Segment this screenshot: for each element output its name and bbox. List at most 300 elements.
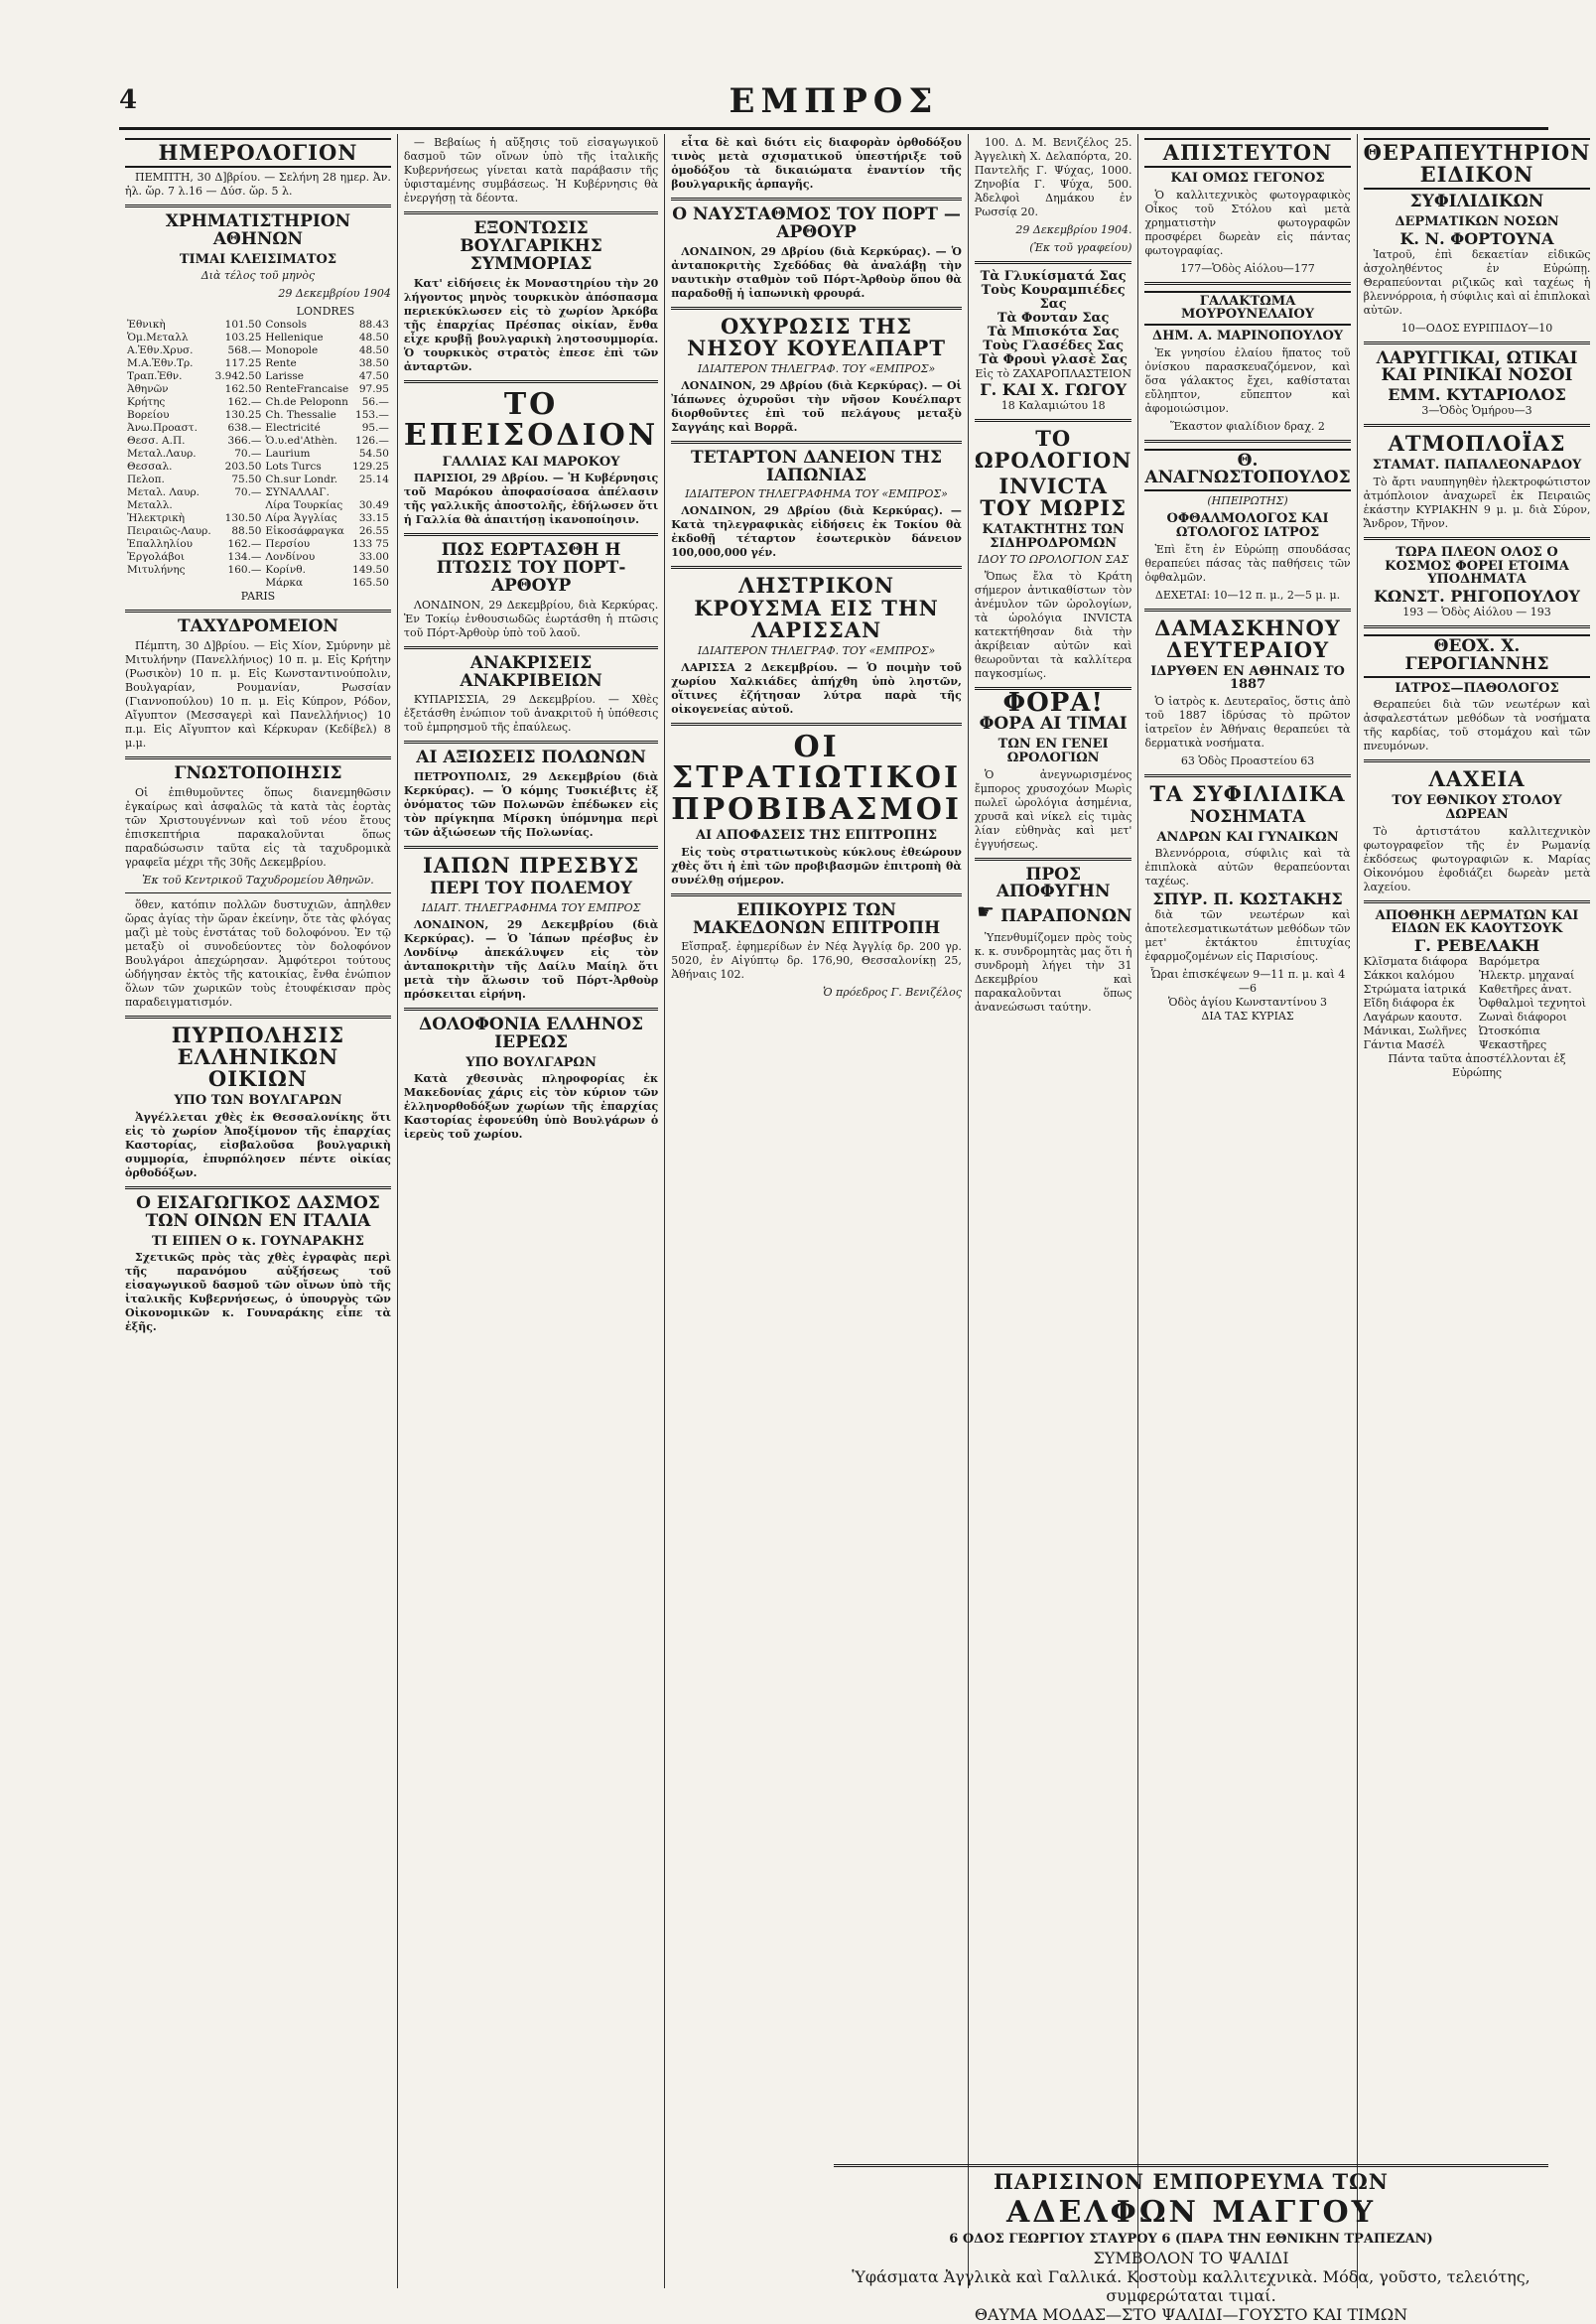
rate-label: Ἐθνικὴ: [127, 319, 166, 332]
rate-row: [125, 332, 391, 344]
rate-value: [213, 577, 264, 590]
watch-brand: INVICTA ΤΟΥ ΜΩΡΙΣ: [980, 474, 1127, 521]
divider: [125, 1016, 391, 1019]
unbelievable-text: Ὁ καλλιτεχνικὸς φωτογραφικὸς Οἶκος τοῦ Στόλου καὶ μετὰ χρηματιστὴν φωτογραφῶν προσφέρει δωρεὰν εἰς πάντας φωτογραφίας.: [1144, 188, 1351, 257]
ophthalmologist-origin: (ΗΠΕΙΡΩΤΗΣ): [1207, 494, 1288, 508]
divider: [1364, 759, 1591, 762]
rate-label: Μιτυλήνης: [127, 564, 186, 577]
rubber-store-name: Γ. ΡΕΒΕΛΑΚΗ: [1413, 935, 1540, 955]
committee-text: Εἴσπραξ. ἐφημερίδων ἐν Νέᾳ Ἀγγλίᾳ δρ. 200 γρ. 5020, ἐν Αἰγύπτῳ δρ. 176,90, Θεσσαλονίκῃ 25, Ἀθήναις 102.: [671, 940, 962, 982]
venereal-subtitle: ΝΟΣΗΜΑΤΑ: [1189, 807, 1306, 827]
rubber-store-item: Γάντια Μασέλ: [1363, 1037, 1445, 1051]
rubber-store-item: Λαγάρων καουτσ.: [1363, 1010, 1463, 1024]
shoes-address: 193 — Ὁδὸς Αἰόλου — 193: [1402, 605, 1551, 618]
rate-value: 26.55: [358, 525, 389, 538]
column-4: [969, 134, 1139, 2288]
columns: [119, 134, 1591, 2288]
divider: [1144, 440, 1350, 443]
page-number: 4: [119, 85, 138, 115]
steamship-subtitle: ΣΤΑΜΑΤ. ΠΑΠΑΛΕΟΝΑΡΔΟΥ: [1372, 458, 1582, 474]
rate-label: Λονδίνου: [265, 551, 316, 564]
pathologist-name: ΘΕΟΧ. Χ. ΓΕΡΟΓΙΑΝΝΗΣ: [1364, 634, 1591, 678]
rubber-store-item: Ἠλεκτρ. μηχαναί: [1479, 968, 1575, 982]
rate-value: 103.25: [224, 332, 262, 344]
rubber-store-item: Κλῖσματα διάφορα: [1363, 954, 1468, 968]
column-2: [398, 134, 665, 2288]
exchange-title: ΧΡΗΜΑΤΙΣΤΗΡΙΟΝ ΑΘΗΝΩΝ: [165, 211, 351, 249]
divider: [404, 1008, 658, 1011]
divider: [671, 307, 962, 310]
rubber-store-note: Πάντα ταῦτα ἀποστέλλονται ἐξ Εὐρώπης: [1388, 1051, 1566, 1079]
rate-label: [125, 577, 213, 590]
exchange-date: 29 Δεκεμβρίου 1904: [278, 287, 391, 301]
rate-value: 48.50: [358, 344, 389, 357]
clash-title: ΛΗΣΤΡΙΚΟΝ ΚΡΟΥΣΜΑ ΕΙΣ ΤΗΝ ΛΑΡΙΣΣΑΝ: [694, 573, 939, 642]
ent-address: 3—Ὁδὸς Ὁμήρου—3: [1421, 404, 1532, 418]
divider: [125, 1186, 391, 1189]
shop-name: ΑΔΕΛΦΩΝ ΜΑΓΓΟΥ: [1005, 2195, 1377, 2231]
rate-value: 97.95: [358, 383, 389, 396]
rate-label: ΣΥΝΑΛΛΑΓ.: [265, 486, 330, 499]
notice-signature: Ἐκ τοῦ Κεντρικοῦ Ταχυδρομείου Ἀθηνῶν.: [142, 874, 374, 888]
clinic-address: 10—ΟΔΟΣ ΕΥΡΙΠΙΔΟΥ—10: [1400, 321, 1553, 335]
kostakis-name: ΣΠΥΡ. Π. ΚΩΣΤΑΚΗΣ: [1152, 889, 1343, 909]
rate-row: [125, 538, 391, 551]
rate-value: 568.—: [227, 344, 262, 357]
rate-value: 117.25: [224, 357, 262, 370]
sweets-shop-label: Εἰς τὸ ΖΑΧΑΡΟΠΛΑΣΤΕΙΟΝ: [975, 367, 1131, 380]
notice-text: Οἱ ἐπιθυμοῦντες ὅπως διανεμηθῶσιν ἐγκαίρως καὶ ἀσφαλῶς τὰ κατὰ τὰς ἑορτὰς τῶν Χριστουγέννων καὶ τοῦ νέου ἔτους ἐπισκεπτήρια παρακαλοῦνται ὅπως παραδώσωσιν ταῦτα εἰς τὰ ταχυδρομικὰ γραφεῖα μέχρι τῆς 30ῆς Δεκεμβρίου.: [125, 786, 391, 870]
rate-value: 130.50: [224, 512, 262, 525]
rate-label: Πελοπ.: [127, 474, 165, 486]
divider: [404, 646, 658, 649]
rate-row: [125, 461, 391, 474]
celebration-title: ΠΩΣ ΕΩΡΤΑΣΘΗ Η ΠΤΩΣΙΣ ΤΟΥ ΠΟΡΤ-ΑΡΘΟΥΡ: [436, 540, 626, 596]
rubber-store-item: Ψεκαστῆρες: [1479, 1037, 1547, 1051]
divider: [1144, 774, 1350, 777]
rate-label: Μάρκα: [265, 577, 304, 590]
rate-label: Λίρα Ἀγγλίας: [265, 512, 337, 525]
venereal-subtitle-2: ΑΝΔΡΩΝ ΚΑΙ ΓΥΝΑΙΚΩΝ: [1156, 829, 1339, 845]
rate-value: 203.50: [224, 461, 262, 474]
column-1: [119, 134, 398, 2288]
rate-value: 33.15: [358, 512, 389, 525]
almanac-text: ΠΕΜΠΤΗ, 30 Δ]βρίου. — Σελήνη 28 ημερ. Ἀν. ἡλ. ὥρ. 7 λ.16 — Δύσ. ὥρ. 5 λ.: [125, 171, 391, 199]
promotions-text: Εἰς τοὺς στρατιωτικοὺς κύκλους ἐθεώρουν χθὲς ὅτι ἡ ἐπὶ τῶν προβιβασμῶν ἐπιτροπὴ θὰ συνέλθῃ σήμερον.: [671, 845, 962, 887]
sweets-list: [975, 270, 1132, 367]
rates-table: [125, 319, 391, 590]
story-text: ὅθεν, κατόπιν πολλῶν δυστυχιῶν, ἀπηλθεν ὥρας ἀγίας τὴν ὥραν ἐκείνην, ὅτε τὰς φλόγας μαζὶ μὲ τοὺς ἐνστάτας τοῦ δολοφόνου. Ἐν τῷ μεταξὺ οἱ συνοδεύοντες τὸν δολοφόνον Βουλγάροι ἀπεχώρησαν. Ἀμφότεροι τούτους ὡδήγησαν ἐκτὸς τῆς κατοικίας, ἔνθα ἐνώπιον ὅλων τῶν χωρικῶν τοὺς ἐτουφέκισαν πρὸς παραδειγματισμόν.: [125, 898, 391, 1010]
lead-text: εἶτα δὲ καὶ διότι εἰς διαφορὰν ὀρθοδόξου τινὸς μετὰ σχισματικοῦ ὑπεστήριξε τοῦ ὁμοδόξου τὰ δικαιώματα ἐναντίον τῆς βουλγαρικῆς ἁρπαγῆς.: [671, 136, 962, 191]
rate-label: Ch.de Peloponn: [265, 396, 348, 409]
watch-subtitle: ΚΑΤΑΚΤΗΤΗΣ ΤΩΝ ΣΙΔΗΡΟΔΡΟΜΩΝ: [982, 522, 1125, 551]
sale-subtitle: ΦΟΡΑ ΑΙ ΤΙΜΑΙ: [979, 714, 1128, 735]
rubber-store-item: Ζωναὶ διάφοροι: [1479, 1010, 1567, 1024]
steamship-title: ΑΤΜΟΠΛΟΪΑΣ: [1388, 431, 1566, 457]
emulsion-price: Ἕκαστον φιαλίδιον δραχ. 2: [1170, 419, 1325, 433]
rate-label: Βορείου: [127, 409, 170, 422]
rate-value: 95.—: [361, 422, 389, 435]
clinic-text: Ὁ ἰατρὸς κ. Δευτεραῖος, ὅστις ἀπὸ τοῦ 1887 ἰδρύσας τὸ πρῶτον ἰατρεῖον ἐν Ἀθήναις θεραπεύει τὰ δερματικὰ νοσήματα.: [1144, 694, 1351, 750]
japan-subtitle: ΠΕΡΙ ΤΟΥ ΠΟΛΕΜΟΥ: [430, 879, 633, 899]
arson-subtitle: ΥΠΟ ΤΩΝ ΒΟΥΛΓΑΡΩΝ: [174, 1093, 342, 1109]
paris-label: PARIS: [240, 590, 276, 604]
divider: [1364, 537, 1591, 540]
loan-title: ΤΕΤΑΡΤΟΝ ΔΑΝΕΙΟΝ ΤΗΣ ΙΑΠΩΝΙΑΣ: [691, 447, 943, 485]
sweets-shop-address: 18 Καλαμιώτου 18: [1000, 399, 1106, 412]
rate-label: Ὁ.υ.ed'Athèn.: [265, 435, 338, 448]
rubber-store-items-left: [1364, 955, 1475, 1052]
rubber-store-item: Ὀφθαλμοὶ τεχνητοὶ: [1479, 996, 1587, 1010]
rate-label: Ἠλεκτρικὴ: [127, 512, 186, 525]
rate-label: Ch. Thessalie: [265, 409, 336, 422]
promotions-title: ΟΙ ΣΤΡΑΤΙΩΤΙΚΟΙ ΠΡΟΒΙΒΑΣΜΟΙ: [671, 729, 962, 827]
rate-value: 48.50: [358, 332, 389, 344]
watch-subtitle-2: ΙΔΟΥ ΤΟ ΩΡΟΛΟΓΙΟΝ ΣΑΣ: [978, 553, 1130, 567]
rate-value: 133 75: [352, 538, 389, 551]
column-6: [1358, 134, 1596, 2288]
ophthalmologist-hours: ΔΕΧΕΤΑΙ: 10—12 π. μ., 2—5 μ. μ.: [1154, 588, 1341, 602]
fortification-title: ΟΧΥΡΩΣΙΣ ΤΗΣ ΝΗΣΟΥ ΚΟΥΕΛΠΑΡΤ: [687, 313, 946, 360]
clinic-subtitle: ΣΥΦΙΛΙΔΙΚΩΝ: [1409, 192, 1544, 212]
watch-title: ΤΟ ΩΡΟΛΟΓΙΟΝ: [974, 426, 1132, 474]
rate-label: Μεταλλ.: [127, 499, 173, 512]
rate-label: RenteFrancaise: [265, 383, 349, 396]
incident-subtitle: ΓΑΛΛΙΑΣ ΚΑΙ ΜΑΡΟΚΟΥ: [442, 454, 620, 470]
inquiry-text: ΚΥΠΑΡΙΣΣΙΑ, 29 Δεκεμβρίου. — Χθὲς ἐξετάσθη ἐνώπιον τοῦ ἀνακριτοῦ ἡ ὑπόθεσις τοῦ ἐμπρησμοῦ τῆς ἐπαύλεως.: [403, 693, 659, 735]
rate-label: Κορίνθ.: [265, 564, 306, 577]
loan-subtitle: ΙΔΙΑΙΤΕΡΟΝ ΤΗΛΕΓΡΑΦΗΜΑ ΤΟΥ «ΕΜΠΡΟΣ»: [685, 487, 948, 501]
incident-title: ΤΟ ΕΠΕΙΣΟΔΙΟΝ: [403, 386, 659, 454]
rate-row: [125, 357, 391, 370]
extermination-text: Κατ' εἰδήσεις ἐκ Μοναστηρίου τὴν 20 λήγοντος μηνὸς τουρκικὸν ἀπόσπασμα περιεκύκλωσεν εἰς τὸ χωρίον Ἀρκόβα τῆς ἐπαρχίας Πρέσπας οἰκίαν, ἔνθα εἶχε κρυβῇ βουλγαρικὴ ληστοσυμμορία. Ὁ τουρκικὸς στρατὸς ἐπεσε ἐπὶ τῶν ἀνταρτῶν.: [403, 276, 659, 373]
rate-value: [213, 499, 264, 512]
clinic-title: ΔΑΜΑΣΚΗΝΟΥ ΔΕΥΤΕΡΑΙΟΥ: [1154, 615, 1341, 662]
rate-row: [125, 396, 391, 409]
clinic-doctor: Κ. Ν. ΦΟΡΤΟΥΝΑ: [1399, 228, 1554, 248]
rate-label: Rente: [265, 357, 297, 370]
rate-row: [125, 564, 391, 577]
exchange-subtitle: ΤΙΜΑΙ ΚΛΕΙΣΙΜΑΤΟΣ: [179, 251, 337, 267]
divider: [404, 741, 658, 744]
rate-row: [125, 435, 391, 448]
rate-value: 126.—: [355, 435, 389, 448]
rubber-store-item: Σάκκοι καλόμου: [1363, 968, 1455, 982]
newspaper-title: ΕΜΠΡΟΣ: [729, 81, 939, 121]
rate-value: 165.50: [352, 577, 389, 590]
complaints-subtitle: ΠΑΡΑΠΟΝΩΝ: [1000, 906, 1132, 927]
sweets-line: Τὰ Φρουὶ γλασὲ Σας: [979, 352, 1128, 367]
clinic-subtitle-2: ΔΕΡΜΑΤΙΚΩΝ ΝΟΣΩΝ: [1395, 213, 1559, 229]
kostakis-address: Ὁδὸς ἁγίου Κωνσταντίνου 3: [1168, 996, 1327, 1010]
ent-title: ΛΑΡΥΓΓΙΚΑΙ, ΩΤΙΚΑΙ ΚΑΙ ΡΙΝΙΚΑΙ ΝΟΣΟΙ: [1376, 347, 1578, 386]
lead-text: — Βεβαίως ἡ αὔξησις τοῦ εἰσαγωγικοῦ δασμοῦ τῶν οἴνων ὑπὸ τῆς ἰταλικῆς Κυβερνήσεως γίνεται κατὰ παράβασιν τῆς ὑφισταμένης συμβάσεως. Ἡ Κυβέρνησις θὰ ἐνεργήσῃ τὰ δέοντα.: [403, 136, 659, 205]
complaints-title: ΠΡΟΣ ΑΠΟΦΥΓΗΝ: [996, 864, 1111, 902]
divider: [1364, 424, 1591, 427]
pathologist-text: Θεραπεύει διὰ τῶν νεωτέρων καὶ ἀσφαλεστάτων μεθόδων τὰ νοσήματα τῆς καρδίας, τοῦ στομάχου καὶ τῶν πνευμόνων.: [1363, 698, 1591, 753]
divider: [975, 858, 1132, 861]
ophthalmologist-name: Θ. ΑΝΑΓΝΩΣΤΟΠΟΥΛΟΣ: [1144, 449, 1350, 492]
loan-text: ΛΟΝΔΙΝΟΝ, 29 Δβρίου (διὰ Κερκύρας). — Κατὰ τηλεγραφικὰς εἰδήσεις ἐκ Τοκίου θὰ ἐκδοθῇ τέταρτον ἐσωτερικὸν δάνειον 100,000,000 γέν.: [671, 504, 962, 560]
rate-label: Ch.sur Londr.: [265, 474, 338, 486]
complaints-heading: [975, 899, 1132, 929]
divider: [975, 261, 1132, 264]
pathologist-role: ΙΑΤΡΟΣ—ΠΑΘΟΛΟΓΟΣ: [1395, 680, 1559, 696]
arson-text: Ἀγγέλλεται χθὲς ἐκ Θεσσαλονίκης ὅτι εἰς τὸ χωρίον Ἀποξίμονον τῆς ἐπαρχίας Καστορίας, εἰσβαλοῦσα βουλγαρικὴ συμμορία, ἐπυρπόλησεν πέντε οἰκίας ὀρθοδόξων.: [125, 1110, 391, 1179]
rate-value: 162.50: [224, 383, 262, 396]
column-3: [665, 134, 969, 2288]
rate-row: [125, 486, 391, 499]
rate-value: 88.43: [358, 319, 389, 332]
rate-row: [125, 370, 391, 383]
duty-subtitle: ΤΙ ΕΙΠΕΝ Ο κ. ΓΟΥΝΑΡΑΚΗΣ: [151, 1233, 364, 1249]
rate-row: [125, 344, 391, 357]
ladies-title: ΔΙΑ ΤΑΣ ΚΥΡΙΑΣ: [1201, 1010, 1294, 1024]
post-text: Πέμπτη, 30 Δ]βρίου. — Εἰς Χίον, Σμύρνην μὲ Μιτυλήνην (Πανελλήνιος) 10 π. μ. Εἰς Κρήτην (Ρωσικὸν) 10 π. μ. Εἰς Κωνσταντινούπολιν, Βουλγαρίαν, Ρουμανίαν, Ρωσσίαν (Γιαννοπούλου) 10 π. μ. Εἰς Κύπρον, Ρόδον, Αἴγυπτον (Μεσσαγερὶ καὶ Πανελλήνιος) 10 π.μ. Εἰς Αἴγυπτον καὶ Κέρκυραν (Κεδίβελ) 8 μ.μ.: [125, 639, 391, 751]
post-title: ΤΑΧΥΔΡΟΜΕΙΟΝ: [177, 616, 338, 637]
rate-value: 149.50: [352, 564, 389, 577]
lottery-text: Τὸ ἀρτιστάτου καλλιτεχνικὸν φωτογραφεῖον τῆς ἐν Ρωμανίᾳ ἐκδόσεως φωτογραφιῶν κ. Μαρίας Οἰκονόμου ἐφοδιάζει δωρεὰν μετὰ λαχείου.: [1363, 824, 1591, 893]
rate-label: Πειραιῶς-Λαυρ.: [127, 525, 211, 538]
rate-label: Ἐπαλληλίου: [127, 538, 194, 551]
divider: [1364, 342, 1591, 344]
divider: [404, 533, 658, 536]
sweets-line: Τοὺς Κουραμπιέδες Σας: [981, 283, 1126, 312]
divider: [125, 756, 391, 759]
kostakis-text: διὰ τῶν νεωτέρων καὶ ἀποτελεσματικωτάτων μεθόδων τῶν μετ' ἐκτάκτου ἐπιτυχίας ἐφαρμοζομένων εἰς Παρισίους.: [1144, 908, 1351, 964]
donations-text: 100. Δ. Μ. Βενιζέλος 25. Ἀγγελικὴ Χ. Δελαπόρτα, 20. Παντελῆς Γ. Ψύχας, 1000. Ζηνοβία Γ. Ψύχα, 500. Ἀδελφοὶ Δημάκου ἐν Ρωσσίᾳ 20.: [974, 136, 1132, 218]
rate-value: 638.—: [227, 422, 262, 435]
rate-row: [125, 409, 391, 422]
rate-label: Μεταλ. Λαυρ.: [127, 486, 200, 499]
exchange-markets: [125, 305, 391, 319]
unbelievable-title: ΑΠΙΣΤΕΥΤΟΝ: [1144, 138, 1350, 168]
divider: [1364, 625, 1591, 628]
donations-signature: (Ἐκ τοῦ γραφείου): [1029, 241, 1132, 254]
divider: [1144, 282, 1350, 285]
rate-label: Ἀθηνῶν: [127, 383, 169, 396]
rate-label: Περσίου: [265, 538, 311, 551]
rate-label: Θεσσαλ.: [127, 461, 173, 474]
rate-label: Ὁμ.Μεταλλ: [127, 332, 189, 344]
fortification-text: ΛΟΝΔΙΝΟΝ, 29 Δβρίου (διὰ Κερκύρας). — Οἱ Ἰάπωνες ὀχυροῦσι τὴν νῆσον Κουέλπαρτ διορθοῦντες ἐπὶ τοῦ πελάγους μεταξὺ Σαγγάης καὶ Βορρᾶ.: [671, 378, 962, 434]
divider: [125, 892, 391, 893]
shop-text: Ὑφάσματα Ἀγγλικὰ καὶ Γαλλικά. Κοστοὺμ καλλιτεχνικὰ. Μόδα, γοῦστο, τελειότης, συμφερώταται τιμαί.: [852, 2267, 1530, 2306]
rate-label: Λίρα Τουρκίας: [265, 499, 343, 512]
arson-title: ΠΥΡΠΟΛΗΣΙΣ ΕΛΛΗΝΙΚΩΝ ΟΙΚΙΩΝ: [171, 1023, 345, 1092]
complaints-text: Ὑπενθυμίζομεν πρὸς τοὺς κ. κ. συνδρομητὰς μας ὅτι ἡ συνδρομὴ λήγει τὴν 31 Δεκεμβρίου καὶ παρακαλοῦνται ὅπως ἀνανεώσωσι ταύτην.: [974, 931, 1132, 1015]
unbelievable-address: 177—Ὁδὸς Αἰόλου—177: [1180, 261, 1315, 275]
rate-label: Θεσσ. Α.Π.: [127, 435, 186, 448]
kostakis-hours: Ὧραι ἐπισκέψεων 9—11 π. μ. καὶ 4—6: [1149, 968, 1346, 996]
bottom-advert: [834, 2164, 1548, 2324]
rubber-store-items-right: [1479, 955, 1590, 1052]
rubber-store-item: Ὠτοσκόπια: [1479, 1024, 1540, 1037]
rate-label: Εἰκοσάφραγκα: [265, 525, 344, 538]
rate-value: [350, 486, 391, 499]
rate-label: Τραπ.Ἐθν.: [127, 370, 183, 383]
divider: [671, 893, 962, 896]
rate-row: [125, 448, 391, 461]
sale-text: Ὁ ἀνεγνωρισμένος ἔμπορος χρυσοχόων Μωρὶς πωλεῖ ὡρολόγια ἀσημένια, χρυσᾶ καὶ νίκελ εἰς τιμὰς λίαν εὐθηνὰς καὶ μετ' ἐγγυήσεως.: [974, 767, 1132, 851]
pointing-hand-icon: ☛: [977, 899, 995, 924]
incident-text: ΠΑΡΙΣΙΟΙ, 29 Δβρίου. — Ἡ Κυβέρνησις τοῦ Μαρόκου ἀποφασίσασα ἀπέλασιν τῆς γαλλικῆς ἀποστολῆς, ἐδήλωσεν ὅτι ἡ Γαλλία θὰ ἀπαιτήσῃ ἱκανοποίησιν.: [403, 472, 659, 527]
rate-label: Consols: [265, 319, 307, 332]
polish-title: ΑΙ ΑΞΙΩΣΕΙΣ ΠΟΛΩΝΩΝ: [416, 748, 646, 768]
rate-value: 33.00: [358, 551, 389, 564]
rate-label: Hellenique: [265, 332, 324, 344]
japan-subtitle-2: ΙΔΙΑΙΤ. ΤΗΛΕΓΡΑΦΗΜΑ ΤΟΥ ΕΜΠΡΟΣ: [421, 901, 641, 915]
ophthalmologist-text: Ἐπὶ ἔτη ἐν Εὐρώπῃ σπουδάσας θεραπεύει πάσας τὰς παθήσεις τῶν ὀφθαλμῶν.: [1144, 542, 1351, 584]
rate-row: [125, 499, 391, 512]
rubber-store-item: Στρώματα ἰατρικά: [1363, 982, 1467, 996]
rate-value: 30.49: [358, 499, 389, 512]
divider: [975, 419, 1132, 422]
japan-title: ΙΑΠΩΝ ΠΡΕΣΒΥΣ: [422, 853, 640, 879]
sweets-line: Τὰ Μπισκότα Σας: [987, 325, 1120, 340]
lottery-title: ΛΑΧΕΙΑ: [1428, 766, 1526, 792]
japan-text: ΛΟΝΔΙΝΟΝ, 29 Δεκεμβρίου (διὰ Κερκύρας). — Ὁ Ἰάπων πρέσβυς ἐν Λονδίνῳ ἀπεκάλυψεν εἰς τὸν ἀνταποκριτὴν τῆς Δαίλυ Μαίηλ ὅτι μετὰ τὴν ἅλωσιν τοῦ Πόρτ-Ἀρθοὺρ πρόσκειται εἰρήνη.: [403, 918, 659, 1002]
shoes-name: ΚΩΝΣΤ. ΡΗΓΟΠΟΥΛΟΥ: [1374, 586, 1580, 606]
rate-label: Κρήτης: [127, 396, 166, 409]
watch-text: Ὅπως ἔλα τὸ Κράτη σήμερον ἀντικαθίστων τὸν ἀνέμυλον τῶν ὡρολογίων, τὰ ὡρολόγια INVICTA κατεκτήθησαν διὰ τὴν ἀκρίβειαν αὐτῶν καὶ θεωροῦνται τὰ καλλίτερα παγκοσμίως.: [974, 570, 1132, 681]
divider: [125, 205, 391, 207]
clinic-founded: ΙΔΡΥΘΕΝ ΕΝ ΑΘΗΝΑΙΣ ΤΟ 1887: [1150, 663, 1345, 693]
fortification-subtitle: ΙΔΙΑΙΤΕΡΟΝ ΤΗΛΕΓΡΑΦ. ΤΟΥ «ΕΜΠΡΟΣ»: [697, 361, 936, 375]
rate-label: Α.Ἐθν.Χρυσ.: [127, 344, 194, 357]
rate-row: [125, 512, 391, 525]
rate-value: 70.—: [234, 486, 262, 499]
rate-value: 101.50: [224, 319, 262, 332]
polish-text: ΠΕΤΡΟΥΠΟΛΙΣ, 29 Δεκεμβρίου (διὰ Κερκύρας). — Ὁ κόμης Τυσκιέβιτς ἐξ ὀνόματος τῶν Πολωνῶν ἐπέδωκεν εἰς τὸν πρίγκηπα Μίρσκη ὑπόμνημα περὶ τῶν ἀξιώσεων τῆς Πολωνίας.: [403, 770, 659, 840]
rubber-store-items: [1364, 955, 1591, 1052]
almanac-title: ΗΜΕΡΟΛΟΓΙΟΝ: [125, 138, 391, 168]
shop-title: ΠΑΡΙΣΙΝΟΝ ΕΜΠΟΡΕΥΜΑ ΤΩΝ: [994, 2169, 1389, 2194]
sweets-line: Τοὺς Γλασέδες Σας: [983, 339, 1125, 353]
rate-label: Μεταλ.Λαυρ.: [127, 448, 197, 461]
clinic-title: ΘΕΡΑΠΕΥΤΗΡΙΟΝ ΕΙΔΙΚΟΝ: [1364, 138, 1591, 190]
rubber-store-item: Βαρόμετρα: [1479, 954, 1540, 968]
divider: [1364, 900, 1591, 903]
venereal-title: ΤΑ ΣΥΦΙΛΙΔΙΚΑ: [1149, 780, 1346, 806]
naval-base-title: Ο ΝΑΥΣΤΑΘΜΟΣ ΤΟΥ ΠΟΡΤ — ΑΡΘΟΥΡ: [672, 205, 961, 242]
rate-label: Monopole: [265, 344, 319, 357]
unbelievable-subtitle: ΚΑΙ ΟΜΩΣ ΓΕΓΟΝΟΣ: [1170, 171, 1325, 187]
rubber-store-item: Καθετῆρες ἀνατ.: [1479, 982, 1572, 996]
murder-subtitle: ΥΠΟ ΒΟΥΛΓΑΡΩΝ: [466, 1054, 597, 1070]
emulsion-title: ΓΑΛΑΚΤΩΜΑ ΜΟΥΡΟΥΝΕΛΑΙΟΥ: [1144, 291, 1350, 326]
divider: [1144, 609, 1350, 612]
rate-value: 88.50: [231, 525, 262, 538]
sale-subtitle-2: ΤΩΝ ΕΝ ΓΕΝΕΙ ΩΡΟΛΟΓΙΩΝ: [998, 737, 1109, 765]
steamship-text: Τὸ ἄρτι ναυπηγηθὲν ἠλεκτροφώτιστον ἀτμόπλοιον ἀναχωρεῖ ἐκ Πειραιῶς ἑκάστην ΚΥΡΙΑΚΗΝ 9 μ. μ. διὰ Σύρον, Ἄνδρον, Τῆνον.: [1363, 475, 1591, 530]
rate-value: 70.—: [234, 448, 262, 461]
shop-symbol: ΣΥΜΒΟΛΟΝ ΤΟ ΨΑΛΙΔΙ: [1093, 2249, 1289, 2268]
celebration-text: ΛΟΝΔΙΝΟΝ, 29 Δεκεμβρίου, διὰ Κερκύρας. Ἐν Τοκίῳ ἐνθουσιωδῶς ἐωρτάσθη ἡ πτῶσις τοῦ Πόρτ-Ἀρθοὺρ ὑπὸ τοῦ λαοῦ.: [403, 598, 659, 639]
naval-base-text: ΛΟΝΔΙΝΟΝ, 29 Δβρίου (διὰ Κερκύρας). — Ὁ ἀνταποκριτὴς Σχεδόδας θὰ ἀναλάβῃ τὴν ναυτικὴν σταθμὸν τοῦ Πόρτ-Ἀρθοὺρ ὅπου θὰ παραδοθῇ ἡ ἰαπωνικὴ φρουρά.: [671, 244, 962, 300]
murder-text: Κατὰ χθεσινὰς πληροφορίας ἐκ Μακεδονίας χάρις εἰς τὸν κύριον τῶν ἑλληνορθοδόξων χωρίων τῆς ἐπαρχίας Καστορίας ἐφονεύθη ὑπὸ Βουλγάρων ὁ ἱερεὺς τοῦ χωρίου.: [403, 1072, 659, 1142]
rate-row: [125, 474, 391, 486]
exchange-subtitle-2: Διὰ τέλος τοῦ μηνὸς: [200, 269, 316, 283]
divider: [671, 566, 962, 569]
rate-row: [125, 319, 391, 332]
rate-row: [125, 551, 391, 564]
emulsion-text: Ἐκ γνησίου ἐλαίου ἥπατος τοῦ ὀνίσκου παρασκευαζόμενον, καὶ ὅσα γάλακτος ἔχει, καθίσταται εὔληπτον, εὔπεπτον καὶ ἀφομοιώσιμον.: [1144, 345, 1351, 415]
divider: [404, 380, 658, 383]
shop-footer: ΘΑΥΜΑ ΜΟΔΑΣ—ΣΤΟ ΨΑΛΙΔΙ—ΓΟΥΣΤΟ ΚΑΙ ΤΙΜΩΝ: [974, 2305, 1408, 2324]
rate-value: 25.14: [358, 474, 389, 486]
rate-value: 38.50: [358, 357, 389, 370]
rate-label: Μ.Α.Ἐθν.Τρ.: [127, 357, 194, 370]
rate-value: 366.—: [227, 435, 262, 448]
duty-text: Σχετικῶς πρὸς τὰς χθὲς ἐγραφὰς περὶ τῆς παρανόμου αὐξήσεως τοῦ εἰσαγωγικοῦ δασμοῦ τῶν οἴνων ὑπὸ τῆς ἰταλικῆς Κυβερνήσεως, ὁ ὑπουργὸς τῶν Οἰκονομικῶν κ. Γουναράκης εἶπε τὰ ἑξῆς.: [125, 1251, 391, 1334]
committee-title: ΕΠΙΚΟΥΡΙΣ ΤΩΝ ΜΑΚΕΔΟΝΩΝ ΕΠΙΤΡΟΠΗ: [692, 899, 941, 938]
rate-value: 134.—: [227, 551, 262, 564]
rate-value: 54.50: [358, 448, 389, 461]
lottery-subtitle: ΤΟΥ ΕΘΝΙΚΟΥ ΣΤΟΛΟΥ ΔΩΡΕΑΝ: [1392, 793, 1562, 822]
clinic-text: Ἰατροῦ, ἐπὶ δεκαετίαν εἰδικῶς ἀσχοληθέντος ἐν Εὐρώπῃ. Θεραπεύονται ριζικῶς καὶ ταχέως ἡ βλεννόρροια, ἡ σύφιλις καὶ αἱ ἐπιπλοκαὶ αὐτῶν.: [1363, 247, 1591, 317]
venereal-text: Βλεννόρροια, σύφιλις καὶ τὰ ἐπιπλοκὰ αὐτῶν θεραπεύονται ταχέως.: [1144, 847, 1351, 889]
committee-signature: Ὁ πρόεδρος Γ. Βενιζέλος: [823, 986, 962, 1000]
rate-value: 160.—: [227, 564, 262, 577]
rate-value: 3.942.50: [214, 370, 262, 383]
extermination-title: ΕΞΟΝΤΩΣΙΣ ΒΟΥΛΓΑΡΙΚΗΣ ΣΥΜΜΟΡΙΑΣ: [460, 218, 602, 274]
rate-label: Lots Turcs: [265, 461, 322, 474]
donations-date: 29 Δεκεμβρίου 1904.: [1015, 223, 1132, 236]
sweets-line: Τὰ Φονταν Σας: [997, 311, 1110, 326]
divider: [671, 723, 962, 726]
divider: [125, 610, 391, 613]
rubber-store-item: Εἴδη διάφορα ἐκ: [1363, 996, 1455, 1010]
clash-text: ΛΑΡΙΣΣΑ 2 Δεκεμβρίου. — Ὁ ποιμὴν τοῦ χωρίου Χαλκιάδες ἀπήχθη ὑπὸ ληστῶν, οἵτινες ἐζήτησαν λύτρα παρὰ τῆς οἰκογενείας αὐτοῦ.: [671, 660, 962, 716]
notice-title: ΓΝΩΣΤΟΠΟΙΗΣΙΣ: [174, 763, 342, 784]
rubber-store-title: ΑΠΟΘΗΚΗ ΔΕΡΜΑΤΩΝ ΚΑΙ ΕΙΔΩΝ ΕΚ ΚΑΟΥΤΣΟΥΚ: [1375, 907, 1579, 937]
divider: [671, 198, 962, 201]
column-5: [1138, 134, 1357, 2288]
rate-row: [125, 577, 391, 590]
promotions-subtitle: ΑΙ ΑΠΟΦΑΣΕΙΣ ΤΗΣ ΕΠΙΤΡΟΠΗΣ: [695, 828, 938, 844]
rate-label: Ἀνω.Προαστ.: [127, 422, 198, 435]
rate-value: 75.50: [231, 474, 262, 486]
rate-row: [125, 525, 391, 538]
ophthalmologist-role: ΟΦΘΑΛΜΟΛΟΓΟΣ ΚΑΙ ΩΤΟΛΟΓΟΣ ΙΑΤΡΟΣ: [1166, 511, 1329, 540]
masthead: [119, 81, 1548, 130]
inquiry-title: ΑΝΑΚΡΙΣΕΙΣ ΑΝΑΚΡΙΒΕΙΩΝ: [460, 652, 602, 691]
rate-value: 162.—: [227, 396, 262, 409]
rate-label: Larisse: [265, 370, 305, 383]
rate-value: 153.—: [355, 409, 389, 422]
ent-doctor: ΕΜΜ. ΚΥΤΑΡΙΟΛΟΣ: [1388, 385, 1566, 405]
rate-value: 130.25: [224, 409, 262, 422]
clinic-address: 63 Ὁδὸς Προαστείου 63: [1180, 753, 1315, 767]
clash-subtitle: ΙΔΙΑΙΤΕΡΟΝ ΤΗΛΕΓΡΑΦ. ΤΟΥ «ΕΜΠΡΟΣ»: [697, 643, 936, 657]
rate-value: 47.50: [358, 370, 389, 383]
london-label: LONDRES: [296, 305, 355, 319]
rate-value: 56.—: [361, 396, 389, 409]
rate-value: 129.25: [352, 461, 389, 474]
rate-label: Electricité: [265, 422, 321, 435]
shoes-title: ΤΩΡΑ ΠΛΕΟΝ ΟΛΟΣ Ο ΚΟΣΜΟΣ ΦΟΡΕΙ ΕΤΟΙΜΑ ΥΠΟΔΗΜΑΤΑ: [1385, 544, 1569, 588]
duty-title: Ο ΕΙΣΑΓΩΓΙΚΟΣ ΔΑΣΜΟΣ ΤΩΝ ΟΙΝΩΝ ΕΝ ΙΤΑΛΙΑ: [136, 1192, 380, 1231]
sale-title: ΦΟΡΑ!: [1002, 688, 1104, 719]
rubber-store-item: Μάνικαι, Σωλῆνες: [1363, 1024, 1467, 1037]
divider: [404, 846, 658, 849]
rate-label: Laurium: [265, 448, 311, 461]
sweets-line: Τὰ Γλυκίσματά Σας: [980, 269, 1127, 284]
rate-label: Ἐργολάβοι: [127, 551, 185, 564]
rate-row: [125, 383, 391, 396]
murder-title: ΔΟΛΟΦΟΝΙΑ ΕΛΛΗΝΟΣ ΙΕΡΕΩΣ: [419, 1015, 644, 1052]
